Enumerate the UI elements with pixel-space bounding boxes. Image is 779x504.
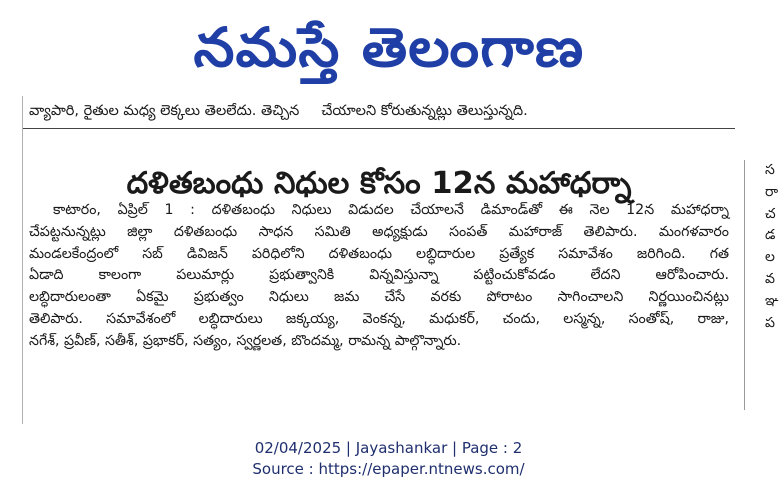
previous-column-text-left: వ్యాపారి, రైతుల మధ్య లెక్కలు తెలలేదు. తెచ్చిన <box>29 103 300 119</box>
body-line: ఏడాది కాలంగా పలుమార్లు ప్రభుత్వానికి విన్నవిస్తున్నా పట్టించుకోవడం లేదని ఆరోపించారు. <box>29 267 729 284</box>
body-line: మండలకేంద్రంలో సబ్ డివిజన్ పరిధిలోని దళితబంధు లబ్ధిదారుల ప్రత్యేక సమావేశం జరిగింది. గత <box>29 245 729 262</box>
previous-column-text-right: చేయాలని కోరుతున్నట్లు తెలుస్తున్నది. <box>321 103 528 119</box>
adjacent-glyph: ఞ <box>765 292 779 309</box>
edition-info: 02/04/2025 | Jayashankar | Page : 2 <box>254 439 523 457</box>
body-line: నగేశ్, ప్రవీణ్, సతీశ్, ప్రభాకర్, సత్యం, స్వర్ణలత, బొందమ్మ, రామన్న పాల్గొన్నారు. <box>29 332 462 349</box>
adjacent-glyph: ల <box>765 249 775 266</box>
adjacent-glyph: చ <box>765 205 776 222</box>
body-line: కాటారం, ఏప్రిల్ 1 : దళితబంధు నిధులు విడుదల చేయాలనే డిమాండ్‌తో ఈ నెల 12న మహాధర్నా <box>53 202 729 218</box>
previous-column-line <box>29 101 528 121</box>
body-line: చేపట్టనున్నట్లు జిల్లా దళితబంధు సాధన సమితి అధ్యక్షుడు సంపత్ మహారాజ్ తెలిపారు. మంగళవారం <box>29 223 729 240</box>
section-divider <box>23 128 735 129</box>
article-headline: దళితబంధు నిధుల కోసం 12న మహాధర్నా <box>126 166 632 202</box>
article-clipping <box>22 96 735 424</box>
body-line: లబ్ధిదారులంతా ఏకమై ప్రభుత్వం నిధులు జమ చేసే వరకు పోరాటం సాగించాలని నిర్ణయించినట్లు <box>29 289 729 306</box>
adjacent-column-fragment <box>744 160 778 410</box>
adjacent-glyph: ప <box>765 314 775 331</box>
clipping-footer <box>0 438 777 480</box>
adjacent-glyph: వ <box>765 270 775 287</box>
adjacent-glyph: స <box>765 162 775 178</box>
masthead-title: నమస్తే తెలంగాణ <box>193 16 584 79</box>
adjacent-glyph: రా <box>765 183 779 200</box>
body-line: తెలిపారు. సమావేశంలో లబ్ధిదారులు జక్కయ్య, వెంకన్న, మధుకర్, చందు, లస్మన్న, సంతోష్, రాజు, <box>29 310 729 327</box>
adjacent-glyph: డ <box>765 227 776 244</box>
source-info: Source : https://epaper.ntnews.com/ <box>252 460 525 478</box>
newspaper-masthead <box>0 0 777 96</box>
article-body <box>29 200 729 353</box>
